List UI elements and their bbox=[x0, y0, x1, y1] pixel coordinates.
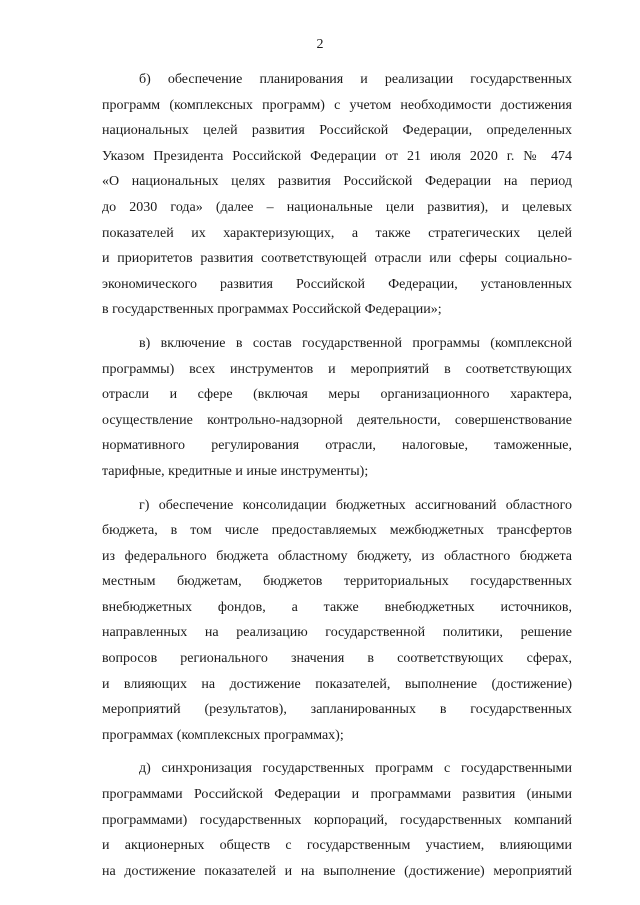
paragraph-d bbox=[102, 756, 572, 884]
text-line: программы) всех инструментов и мероприятий в соответствующих bbox=[102, 361, 572, 377]
text-line: г) обеспечение консолидации бюджетных ассигнований областного bbox=[139, 497, 572, 513]
text-line: бюджета, в том числе предоставляемых межбюджетных трансфертов bbox=[102, 523, 572, 539]
text-line: из федерального бюджета областному бюджету, из областного бюджета bbox=[102, 548, 572, 564]
text-line: «О национальных целях развития Российской Федерации на период bbox=[102, 174, 572, 190]
text-line: нормативного регулирования отрасли, налоговые, таможенные, bbox=[102, 438, 572, 454]
document-body bbox=[102, 67, 572, 884]
text-line: б) обеспечение планирования и реализации государственных bbox=[139, 72, 572, 87]
paragraph-v bbox=[102, 331, 572, 485]
text-line: в государственных программах Российской Федерации»; bbox=[102, 302, 442, 318]
text-line: национальных целей развития Российской Федерации, определенных bbox=[102, 123, 572, 139]
text-line: осуществление контрольно-надзорной деятельности, совершенствование bbox=[102, 412, 572, 428]
text-line: направленных на реализацию государственной политики, решение bbox=[102, 625, 572, 641]
text-line: отрасли и сфере (включая меры организационного характера, bbox=[102, 387, 572, 403]
text-line: местным бюджетам, бюджетов территориальных государственных bbox=[102, 574, 572, 590]
text-line: и приоритетов развития соответствующей отрасли или сферы социально- bbox=[102, 251, 572, 267]
text-line: Указом Президента Российской Федерации от 21 июля 2020 г. № 474 bbox=[102, 148, 572, 164]
text-line: программ (комплексных программ) с учетом необходимости достижения bbox=[102, 97, 572, 113]
text-line: программами Российской Федерации и программами развития (иными bbox=[102, 787, 572, 803]
text-line: программах (комплексных программах); bbox=[102, 727, 344, 743]
text-line: и влияющих на достижение показателей, выполнение (достижение) bbox=[102, 676, 572, 692]
text-line: вопросов регионального значения в соответствующих сферах, bbox=[102, 651, 572, 667]
text-line: экономического развития Российской Федерации, установленных bbox=[102, 276, 572, 292]
page-number: 2 bbox=[316, 37, 324, 52]
text-line: в) включение в состав государственной программы (комплексной bbox=[139, 335, 572, 351]
text-line: на достижение показателей и на выполнение (достижение) мероприятий bbox=[102, 863, 572, 879]
text-line: внебюджетных фондов, а также внебюджетных источников, bbox=[102, 599, 572, 615]
text-line: и акционерных обществ с государственным участием, влияющими bbox=[102, 838, 572, 854]
text-line: показателей их характеризующих, а также стратегических целей bbox=[102, 225, 572, 241]
paragraph-g bbox=[102, 493, 572, 749]
text-line: программами) государственных корпораций, государственных компаний bbox=[102, 812, 572, 828]
text-line: тарифные, кредитные и иные инструменты); bbox=[102, 463, 369, 479]
text-line: мероприятий (результатов), запланированных в государственных bbox=[102, 702, 572, 718]
text-line: д) синхронизация государственных программ с государственными bbox=[139, 761, 572, 777]
paragraph-b bbox=[102, 67, 572, 323]
text-line: до 2030 года» (далее – национальные цели развития), и целевых bbox=[102, 199, 572, 215]
